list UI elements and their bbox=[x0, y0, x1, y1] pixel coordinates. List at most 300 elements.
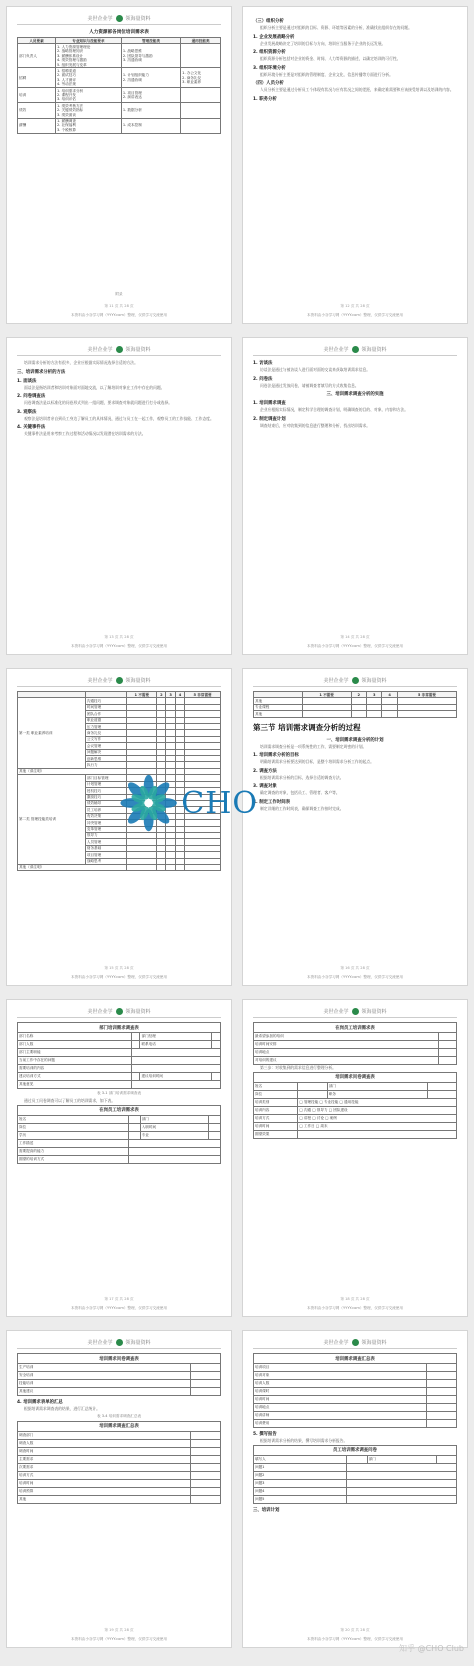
logo-icon bbox=[116, 677, 123, 684]
paragraph: 第三步：对收集到的需求信息进行整理分析。 bbox=[260, 1065, 336, 1070]
header-left-text: 美世企业学 bbox=[87, 678, 113, 684]
table-row bbox=[254, 1098, 457, 1106]
table-cell: 需要培训的内容 bbox=[18, 1065, 132, 1073]
table-cell: 1. 办公文化 2. 商务礼仪 3. 职业素养 bbox=[181, 68, 221, 88]
flower-center bbox=[144, 799, 153, 808]
logo-icon bbox=[352, 1008, 359, 1015]
form-input-cell[interactable] bbox=[191, 1388, 221, 1396]
paragraph: 问卷调查法是以标准化的问卷形式列出一组问题，要求调查对象就问题进行打分或选择。 bbox=[24, 400, 173, 406]
table-row bbox=[18, 118, 221, 133]
table-row bbox=[18, 88, 221, 103]
section-heading: （三）组织分析 bbox=[253, 19, 284, 24]
form-input-cell[interactable] bbox=[191, 1495, 221, 1503]
table-cell: 培训讲师 bbox=[254, 1412, 427, 1420]
form-input-cell[interactable] bbox=[191, 1463, 221, 1471]
header-left-text: 美世企业学 bbox=[323, 347, 349, 353]
table-cell: 调查时间 bbox=[18, 1447, 191, 1455]
table-cell: 次要需求 bbox=[18, 1463, 191, 1471]
table-row bbox=[254, 1364, 457, 1372]
paragraph: 培训需求调查分析是一项系统性的工作，需要制定周密的计划。 bbox=[260, 743, 367, 749]
table-cell: 领导力 bbox=[85, 832, 127, 838]
table-cell: 1. 项目管理 2. 演讲表达 bbox=[121, 88, 180, 103]
table-cell: 培训地点 bbox=[254, 1049, 439, 1057]
page-number: 第 16 页 共 28 页 bbox=[340, 966, 370, 970]
form-input-cell[interactable] bbox=[347, 1479, 457, 1487]
table-cell: 培训地点 bbox=[254, 1404, 427, 1412]
form-input-cell[interactable] bbox=[298, 1082, 327, 1090]
header-right-text: 领海量资料 bbox=[361, 678, 387, 684]
paragraph: 企业应根据实际情况，制定科学合理的调查计划，明确调查的目的、对象、内容和方法。 bbox=[260, 407, 409, 413]
form-title: 培训需求问卷调查表 bbox=[17, 1353, 221, 1363]
table-header-cell: 5 非常需要 bbox=[185, 692, 221, 698]
section-heading: 1. 面谈法 bbox=[17, 378, 37, 384]
form-input-cell[interactable] bbox=[209, 1123, 221, 1131]
table-row bbox=[18, 1471, 221, 1479]
section-heading: 一、培训需求调查分析的计划 bbox=[326, 737, 384, 743]
form-input-cell[interactable] bbox=[128, 1131, 140, 1139]
table-header-cell: 1 不需要 bbox=[127, 692, 157, 698]
table-cell: 时间管理 bbox=[85, 704, 127, 710]
section-heading: 3. 组织环境分析 bbox=[253, 65, 286, 71]
table-row bbox=[254, 1495, 457, 1503]
form-input-cell[interactable] bbox=[131, 1057, 220, 1065]
logo-icon bbox=[116, 346, 123, 353]
doc-page-6 bbox=[242, 668, 468, 986]
table-cell: 问题3 bbox=[254, 1479, 347, 1487]
table-cell bbox=[181, 44, 221, 68]
paragraph: 关键事件法是用来考察工作过程和活动情况以发现潜在培训需求的方法。 bbox=[24, 431, 146, 437]
requirements-table bbox=[17, 37, 221, 134]
table-row bbox=[254, 1057, 457, 1065]
table-cell: 员工培养 bbox=[85, 807, 127, 813]
summary-form-continued bbox=[253, 1353, 457, 1428]
table-cell: 联系电话 bbox=[140, 1041, 212, 1049]
table-cell: 工作描述 bbox=[18, 1139, 129, 1147]
table-row bbox=[254, 1388, 457, 1396]
paragraph: 组织分析主要是通过对组织的目标、资源、环境等因素的分析，准确找出组织存在的问题。 bbox=[260, 25, 412, 30]
page-footer: 本资料由小谷学习网（YYYY.com）整理，仅供学习交流使用 bbox=[71, 644, 167, 648]
table-cell: 战略思考 bbox=[85, 858, 127, 864]
section-heading: 三、培训计划 bbox=[253, 1507, 280, 1513]
table-cell: 调查人数 bbox=[18, 1439, 191, 1447]
table-cell: 部门 bbox=[327, 1082, 427, 1090]
table-header-cell: 专业知识与技能要求 bbox=[56, 38, 122, 44]
table-cell: 1. 培训需求分析 2. 课程开发 3. 培训评估 bbox=[56, 88, 122, 103]
table-row bbox=[254, 1463, 457, 1471]
form-input-cell[interactable] bbox=[131, 1065, 220, 1073]
table-cell: 建议培训时间 bbox=[140, 1073, 212, 1081]
table-cell: 部门名称 bbox=[18, 1033, 132, 1041]
table-cell bbox=[181, 88, 221, 103]
form-title: 培训需求问卷调查表 bbox=[253, 1072, 457, 1082]
table-cell: 培训课时 bbox=[254, 1388, 427, 1396]
form-input-cell[interactable] bbox=[427, 1420, 457, 1428]
table-row bbox=[18, 1123, 221, 1131]
table-header-cell: 1 不需要 bbox=[302, 692, 351, 698]
table-cell: 问题1 bbox=[254, 1463, 347, 1471]
table-cell bbox=[175, 864, 184, 870]
header-right-text: 领海量资料 bbox=[361, 347, 387, 353]
table-row bbox=[18, 1033, 221, 1041]
section-heading: 三、培训需求分析的方法 bbox=[17, 369, 66, 375]
table-cell: 培训方式 bbox=[254, 1114, 298, 1122]
table-cell: 当前工作中存在的问题 bbox=[18, 1057, 132, 1065]
paragraph: 组织环境分析主要是对组织的管理制度、企业文化、信息传播等方面进行分析。 bbox=[260, 71, 393, 77]
page-header bbox=[17, 1008, 221, 1018]
page-header bbox=[253, 1339, 457, 1349]
page-footer: 本资料由小谷学习网（YYYY.com）整理，仅供学习交流使用 bbox=[307, 644, 403, 648]
form-input-cell[interactable] bbox=[347, 1471, 457, 1479]
header-right-text: 领海量资料 bbox=[125, 16, 151, 22]
page-header bbox=[17, 677, 221, 687]
table-row bbox=[18, 864, 221, 870]
header-left-text: 美世企业学 bbox=[323, 1340, 349, 1346]
paragraph: 根据培训需求分析的结果，撰写培训需求分析报告。 bbox=[260, 1438, 348, 1443]
form-input-cell[interactable] bbox=[427, 1090, 456, 1098]
table-row bbox=[254, 1380, 457, 1388]
form-input-cell[interactable] bbox=[347, 1495, 457, 1503]
section-heading: 1. 企业发展战略分析 bbox=[253, 34, 295, 40]
section-heading: 2. 组织资源分析 bbox=[253, 50, 286, 56]
page-footer: 本资料由小谷学习网（YYYY.com）整理，仅供学习交流使用 bbox=[307, 1637, 403, 1641]
table-cell: 岗位 bbox=[254, 1090, 298, 1098]
section-heading: 4. 培训需求表单的汇总 bbox=[17, 1400, 63, 1405]
header-right-text: 领海量资料 bbox=[125, 347, 151, 353]
table-cell: 创新思维 bbox=[85, 756, 127, 762]
section-heading: 2. 问卷调查法 bbox=[17, 394, 46, 400]
table-cell: 安全培训 bbox=[18, 1372, 191, 1380]
form-title: 在岗员工培训需求表 bbox=[17, 1105, 221, 1115]
section-heading: 三、培训需求调查分析的实施 bbox=[326, 392, 384, 398]
page-header bbox=[253, 677, 457, 687]
form-input-cell[interactable]: □ 讲授 □ 讨论 □ 案例 bbox=[298, 1114, 457, 1122]
table-cell: 1. 计划组织能力 2. 沟通协调 bbox=[121, 68, 180, 88]
table-header-cell: 2 bbox=[351, 692, 366, 698]
form-input-cell[interactable] bbox=[347, 1463, 457, 1471]
logo-icon bbox=[116, 1008, 123, 1015]
table-cell: 1. 薪酬调查 2. 社保福利 3. 个税核算 bbox=[56, 118, 122, 133]
form-input-cell[interactable] bbox=[427, 1380, 457, 1388]
table-row bbox=[18, 1139, 221, 1147]
table-cell bbox=[181, 118, 221, 133]
form-input-cell[interactable] bbox=[209, 1131, 221, 1139]
table-cell: 培训时间安排 bbox=[254, 1041, 439, 1049]
table-cell: 绩效辅导 bbox=[85, 800, 127, 806]
page-footer: 本资料由小谷学习网（YYYY.com）整理，仅供学习交流使用 bbox=[71, 975, 167, 979]
table-cell: 其他 bbox=[18, 1495, 191, 1503]
table-cell: 需要提高的能力 bbox=[18, 1147, 129, 1155]
form-input-cell[interactable] bbox=[131, 1033, 140, 1041]
page-number: 第 19 页 共 28 页 bbox=[104, 1628, 134, 1632]
table-cell: 培训时间 bbox=[18, 1479, 191, 1487]
table-cell bbox=[166, 864, 175, 870]
table-cell: 1. 成本控制 bbox=[121, 118, 180, 133]
table-cell: 职业道德 bbox=[85, 717, 127, 723]
form-input-cell[interactable] bbox=[427, 1388, 457, 1396]
table-row bbox=[18, 1479, 221, 1487]
table-cell: 问题4 bbox=[254, 1487, 347, 1495]
page-number: 第 13 页 共 28 页 bbox=[104, 635, 134, 639]
table-cell: 期望的培训方式 bbox=[18, 1155, 129, 1163]
table-cell: 团队合作 bbox=[85, 711, 127, 717]
table-row bbox=[254, 1090, 457, 1098]
table-cell: 计划管理 bbox=[85, 781, 127, 787]
table-row bbox=[18, 1057, 221, 1065]
table-cell: 绩效 bbox=[18, 103, 56, 118]
page-footer: 本资料由小谷学习网（YYYY.com）整理，仅供学习交流使用 bbox=[307, 1306, 403, 1310]
table-row bbox=[18, 1073, 221, 1081]
form-input-cell[interactable] bbox=[436, 1455, 456, 1463]
zhihu-watermark: 知乎 @CHO Club bbox=[399, 1644, 464, 1653]
form-input-cell[interactable] bbox=[191, 1447, 221, 1455]
form-input-cell[interactable] bbox=[439, 1057, 457, 1065]
table-cell: 培训内容 bbox=[254, 1106, 298, 1114]
table-cell: 培训时间 bbox=[254, 1122, 298, 1130]
paragraph: 观察法是培训者亲自到员工身边了解员工的具体情况，通过与员工在一起工作，观察员工的工作技能、工作态度。 bbox=[24, 415, 214, 421]
page-header bbox=[17, 346, 221, 356]
paragraph: 培训需求分析的方法有很多，企业应根据实际情况选择合适的方法。 bbox=[24, 360, 138, 365]
form-input-cell[interactable]: □ 工作日 □ 周末 bbox=[298, 1122, 457, 1130]
form-input-cell[interactable] bbox=[439, 1049, 457, 1057]
table-cell: 变革管理 bbox=[85, 826, 127, 832]
section-heading: 1. 职务分析 bbox=[253, 96, 277, 102]
table-cell: 培训类别 bbox=[254, 1098, 298, 1106]
form-input-cell[interactable] bbox=[427, 1412, 457, 1420]
department-form bbox=[17, 1022, 221, 1089]
form-input-cell[interactable] bbox=[128, 1123, 140, 1131]
table-row bbox=[254, 1130, 457, 1138]
form-title: 在岗员工培训需求表 bbox=[253, 1022, 457, 1032]
form-input-cell[interactable] bbox=[347, 1455, 367, 1463]
table-header-cell: 3 bbox=[166, 692, 175, 698]
table-cell: 专业 bbox=[140, 1131, 208, 1139]
form-input-cell[interactable] bbox=[427, 1396, 457, 1404]
questionnaire-form-continued bbox=[17, 1353, 221, 1396]
doc-page-1 bbox=[6, 6, 232, 324]
paragraph: 明确培训需求分析要达到的目标，是整个培训需求分析工作的起点。 bbox=[260, 759, 374, 765]
page-footer: 本资料由小谷学习网（YYYY.com）整理，仅供学习交流使用 bbox=[71, 1637, 167, 1641]
table-cell: 有效决策 bbox=[85, 813, 127, 819]
form-input-cell[interactable] bbox=[191, 1431, 221, 1439]
table-cell: 薪酬 bbox=[18, 118, 56, 133]
form-input-cell[interactable] bbox=[209, 1115, 221, 1123]
form-input-cell[interactable] bbox=[128, 1147, 220, 1155]
table-cell: 部门主要职能 bbox=[18, 1049, 132, 1057]
table-cell: 姓名 bbox=[18, 1115, 129, 1123]
form-title: 培训需求调查汇总表 bbox=[17, 1421, 221, 1431]
table-cell: 填写人 bbox=[254, 1455, 347, 1463]
table-row bbox=[18, 1431, 221, 1439]
header-right-text: 领海量资料 bbox=[361, 1340, 387, 1346]
form-input-cell[interactable]: □ 管理技能 □ 专业技能 □ 通用技能 bbox=[298, 1098, 457, 1106]
table-row bbox=[18, 1447, 221, 1455]
form-input-cell[interactable] bbox=[298, 1130, 457, 1138]
table-cell: 调查部门 bbox=[18, 1431, 191, 1439]
table-cell bbox=[302, 711, 351, 717]
section-heading: 1. 培训需求分析的目标 bbox=[253, 753, 299, 759]
form-input-cell[interactable] bbox=[191, 1380, 221, 1388]
table-cell bbox=[157, 864, 166, 870]
table-cell: 问题解决 bbox=[85, 749, 127, 755]
form-input-cell[interactable] bbox=[298, 1090, 327, 1098]
table-cell: 人员管理 bbox=[85, 839, 127, 845]
rating-table-continued bbox=[253, 691, 457, 718]
table-header-cell: 管理技能类 bbox=[121, 38, 180, 44]
table-header-cell: 5 非常需要 bbox=[397, 692, 456, 698]
form-input-cell[interactable]: □ 沟通 □ 领导力 □ 团队建设 bbox=[298, 1106, 457, 1114]
header-left-text: 美世企业学 bbox=[323, 1009, 349, 1015]
form-input-cell[interactable] bbox=[191, 1471, 221, 1479]
table-cell: 招聘 bbox=[18, 68, 56, 88]
form-input-cell[interactable] bbox=[439, 1033, 457, 1041]
logo-icon bbox=[116, 1339, 123, 1346]
form-input-cell[interactable] bbox=[191, 1479, 221, 1487]
table-row bbox=[254, 1420, 457, 1428]
logo-icon bbox=[116, 15, 123, 22]
form-input-cell[interactable] bbox=[347, 1487, 457, 1495]
page-number: 第 17 页 共 28 页 bbox=[104, 1297, 134, 1301]
form-input-cell[interactable] bbox=[131, 1041, 140, 1049]
table-row bbox=[18, 1455, 221, 1463]
table-cell: 培训项目 bbox=[254, 1364, 427, 1372]
doc-page-7 bbox=[6, 999, 232, 1317]
form-input-cell[interactable] bbox=[191, 1439, 221, 1447]
section-heading: 3. 调查对象 bbox=[253, 784, 277, 790]
paragraph: 企业发展战略决定了培训的目标与方向，培训应当服务于企业的长远发展。 bbox=[260, 40, 386, 46]
form-input-cell[interactable] bbox=[131, 1073, 140, 1081]
table-cell: 会议管理 bbox=[85, 743, 127, 749]
form-input-cell[interactable] bbox=[131, 1081, 220, 1089]
page-number: 第 12 页 共 28 页 bbox=[340, 304, 370, 308]
form-input-cell[interactable] bbox=[128, 1139, 220, 1147]
form-input-cell[interactable] bbox=[212, 1033, 221, 1041]
table-cell: 部门 bbox=[367, 1455, 436, 1463]
form-input-cell[interactable] bbox=[191, 1455, 221, 1463]
doc-page-3 bbox=[6, 337, 232, 655]
table-row bbox=[254, 1412, 457, 1420]
form-input-cell[interactable] bbox=[212, 1073, 221, 1081]
table-header-cell: 4 bbox=[382, 692, 397, 698]
table-cell bbox=[185, 864, 221, 870]
table-row bbox=[18, 1041, 221, 1049]
form-input-cell[interactable] bbox=[131, 1049, 220, 1057]
paragraph: 根据培训需求调查表的结果，进行汇总统计。 bbox=[24, 1406, 100, 1411]
header-left-text: 美世企业学 bbox=[323, 678, 349, 684]
table-row bbox=[254, 1114, 457, 1122]
page-number: 第 14 页 共 28 页 bbox=[340, 635, 370, 639]
table-row bbox=[18, 1155, 221, 1163]
form-input-cell[interactable] bbox=[439, 1041, 457, 1049]
employee-form bbox=[17, 1105, 221, 1164]
table-cell: 商务礼仪 bbox=[85, 730, 127, 736]
table-cell: 1. 绩效考核方法 2. 关键绩效指标 3. 绩效面谈 bbox=[56, 103, 122, 118]
table-cell: 第一类 职业素养培训 bbox=[18, 698, 86, 768]
table-row bbox=[18, 1372, 221, 1380]
table-row bbox=[18, 44, 221, 68]
table-cell: 技能培训 bbox=[18, 1380, 191, 1388]
table-cell: 项目管理 bbox=[85, 852, 127, 858]
table-cell bbox=[367, 711, 382, 717]
form-input-cell[interactable] bbox=[128, 1155, 220, 1163]
table-caption: 表 3-1 部门培训需求调查表 bbox=[96, 1091, 142, 1095]
table-row bbox=[254, 1122, 457, 1130]
cho-watermark bbox=[118, 758, 258, 848]
table-cell: 部门 bbox=[140, 1115, 208, 1123]
table-cell: 1. 人力资源管理理论 2. 战略管理知识 3. 薪酬体系设计 4. 绩效管理与激励 5. 组织发展与变革 bbox=[56, 44, 122, 68]
form-input-cell[interactable] bbox=[128, 1115, 140, 1123]
table-cell bbox=[181, 103, 221, 118]
table-row bbox=[18, 1495, 221, 1503]
form-input-cell[interactable] bbox=[427, 1364, 457, 1372]
header-right-text: 领海量资料 bbox=[125, 1340, 151, 1346]
table-cell: 培训费用 bbox=[254, 1420, 427, 1428]
page-header bbox=[253, 346, 457, 356]
page-footer: 本资料由小谷学习网（YYYY.com）整理，仅供学习交流使用 bbox=[71, 1306, 167, 1310]
paragraph: 面谈法是指培训者和培训对象面对面地交流，以了解培训对象在工作中存在的问题。 bbox=[24, 384, 165, 390]
form-input-cell[interactable] bbox=[191, 1487, 221, 1495]
paragraph: 问卷法是通过发放问卷，请被调查者填写的方式收集信息。 bbox=[260, 382, 359, 388]
paragraph: 人员分析主要是通过分析员工个体现有状况与应有状况之间的差距，来确定谁需要和应该接受培训以及培训的内容。 bbox=[260, 87, 454, 93]
survey-form bbox=[253, 1445, 457, 1504]
doc-page-2 bbox=[242, 6, 468, 324]
table-cell: 培训预算 bbox=[18, 1487, 191, 1495]
paragraph: 确定调查的对象，包括员工、管理者、客户等。 bbox=[260, 790, 340, 796]
form-input-cell[interactable] bbox=[191, 1364, 221, 1372]
section-heading: 3. 观察法 bbox=[17, 409, 37, 415]
table-cell: 问题5 bbox=[254, 1495, 347, 1503]
form-input-cell[interactable] bbox=[191, 1372, 221, 1380]
table-cell: 其他建议 bbox=[18, 1388, 191, 1396]
page-footer: 本资料由小谷学习网（YYYY.com）整理，仅供学习交流使用 bbox=[307, 313, 403, 317]
table-cell: 培训方式 bbox=[18, 1471, 191, 1479]
header-left-text: 美世企业学 bbox=[87, 347, 113, 353]
table-cell: 执行力 bbox=[85, 762, 127, 768]
table-row bbox=[18, 68, 221, 88]
paragraph: 调查结束后，应对收集到的信息进行整理和分析，找出培训需求。 bbox=[260, 422, 371, 428]
table-cell: 培训时间 bbox=[254, 1396, 427, 1404]
paragraph: 根据培训需求分析的目标，选择合适的调查方法。 bbox=[260, 774, 344, 780]
header-left-text: 美世企业学 bbox=[87, 16, 113, 22]
table-header-cell: 通用技能类 bbox=[181, 38, 221, 44]
section-heading: 2. 制定调查计划 bbox=[253, 416, 286, 422]
table-cell: 1. 数据分析 bbox=[121, 103, 180, 118]
table-cell: 授权技巧 bbox=[85, 788, 127, 794]
table-cell: 姓名 bbox=[254, 1082, 298, 1090]
header-left-text: 美世企业学 bbox=[87, 1009, 113, 1015]
table-row bbox=[18, 1380, 221, 1388]
form-input-cell[interactable] bbox=[427, 1372, 457, 1380]
table-caption: 表 3-4 培训需求调查汇总表 bbox=[96, 1413, 142, 1418]
flower-logo-icon bbox=[118, 769, 179, 837]
table-cell: 压力管理 bbox=[85, 724, 127, 730]
header-right-text: 领海量资料 bbox=[125, 678, 151, 684]
table-cell: 沟通技巧 bbox=[85, 698, 127, 704]
table-header-cell: 4 bbox=[175, 692, 184, 698]
logo-icon bbox=[352, 1339, 359, 1346]
table-row bbox=[18, 103, 221, 118]
table-row bbox=[18, 1463, 221, 1471]
form-input-cell[interactable] bbox=[427, 1082, 456, 1090]
paragraph: 制定详细的工作时间表，确保调查工作按时完成。 bbox=[260, 806, 344, 811]
table-cell: 培训人数 bbox=[254, 1380, 427, 1388]
form-input-cell[interactable] bbox=[212, 1041, 221, 1049]
table-row bbox=[18, 1439, 221, 1447]
table-header-cell: 3 bbox=[367, 692, 382, 698]
form-input-cell[interactable] bbox=[427, 1404, 457, 1412]
page-header bbox=[253, 1008, 457, 1018]
table-row bbox=[254, 711, 457, 717]
header-right-text: 领海量资料 bbox=[361, 1009, 387, 1015]
